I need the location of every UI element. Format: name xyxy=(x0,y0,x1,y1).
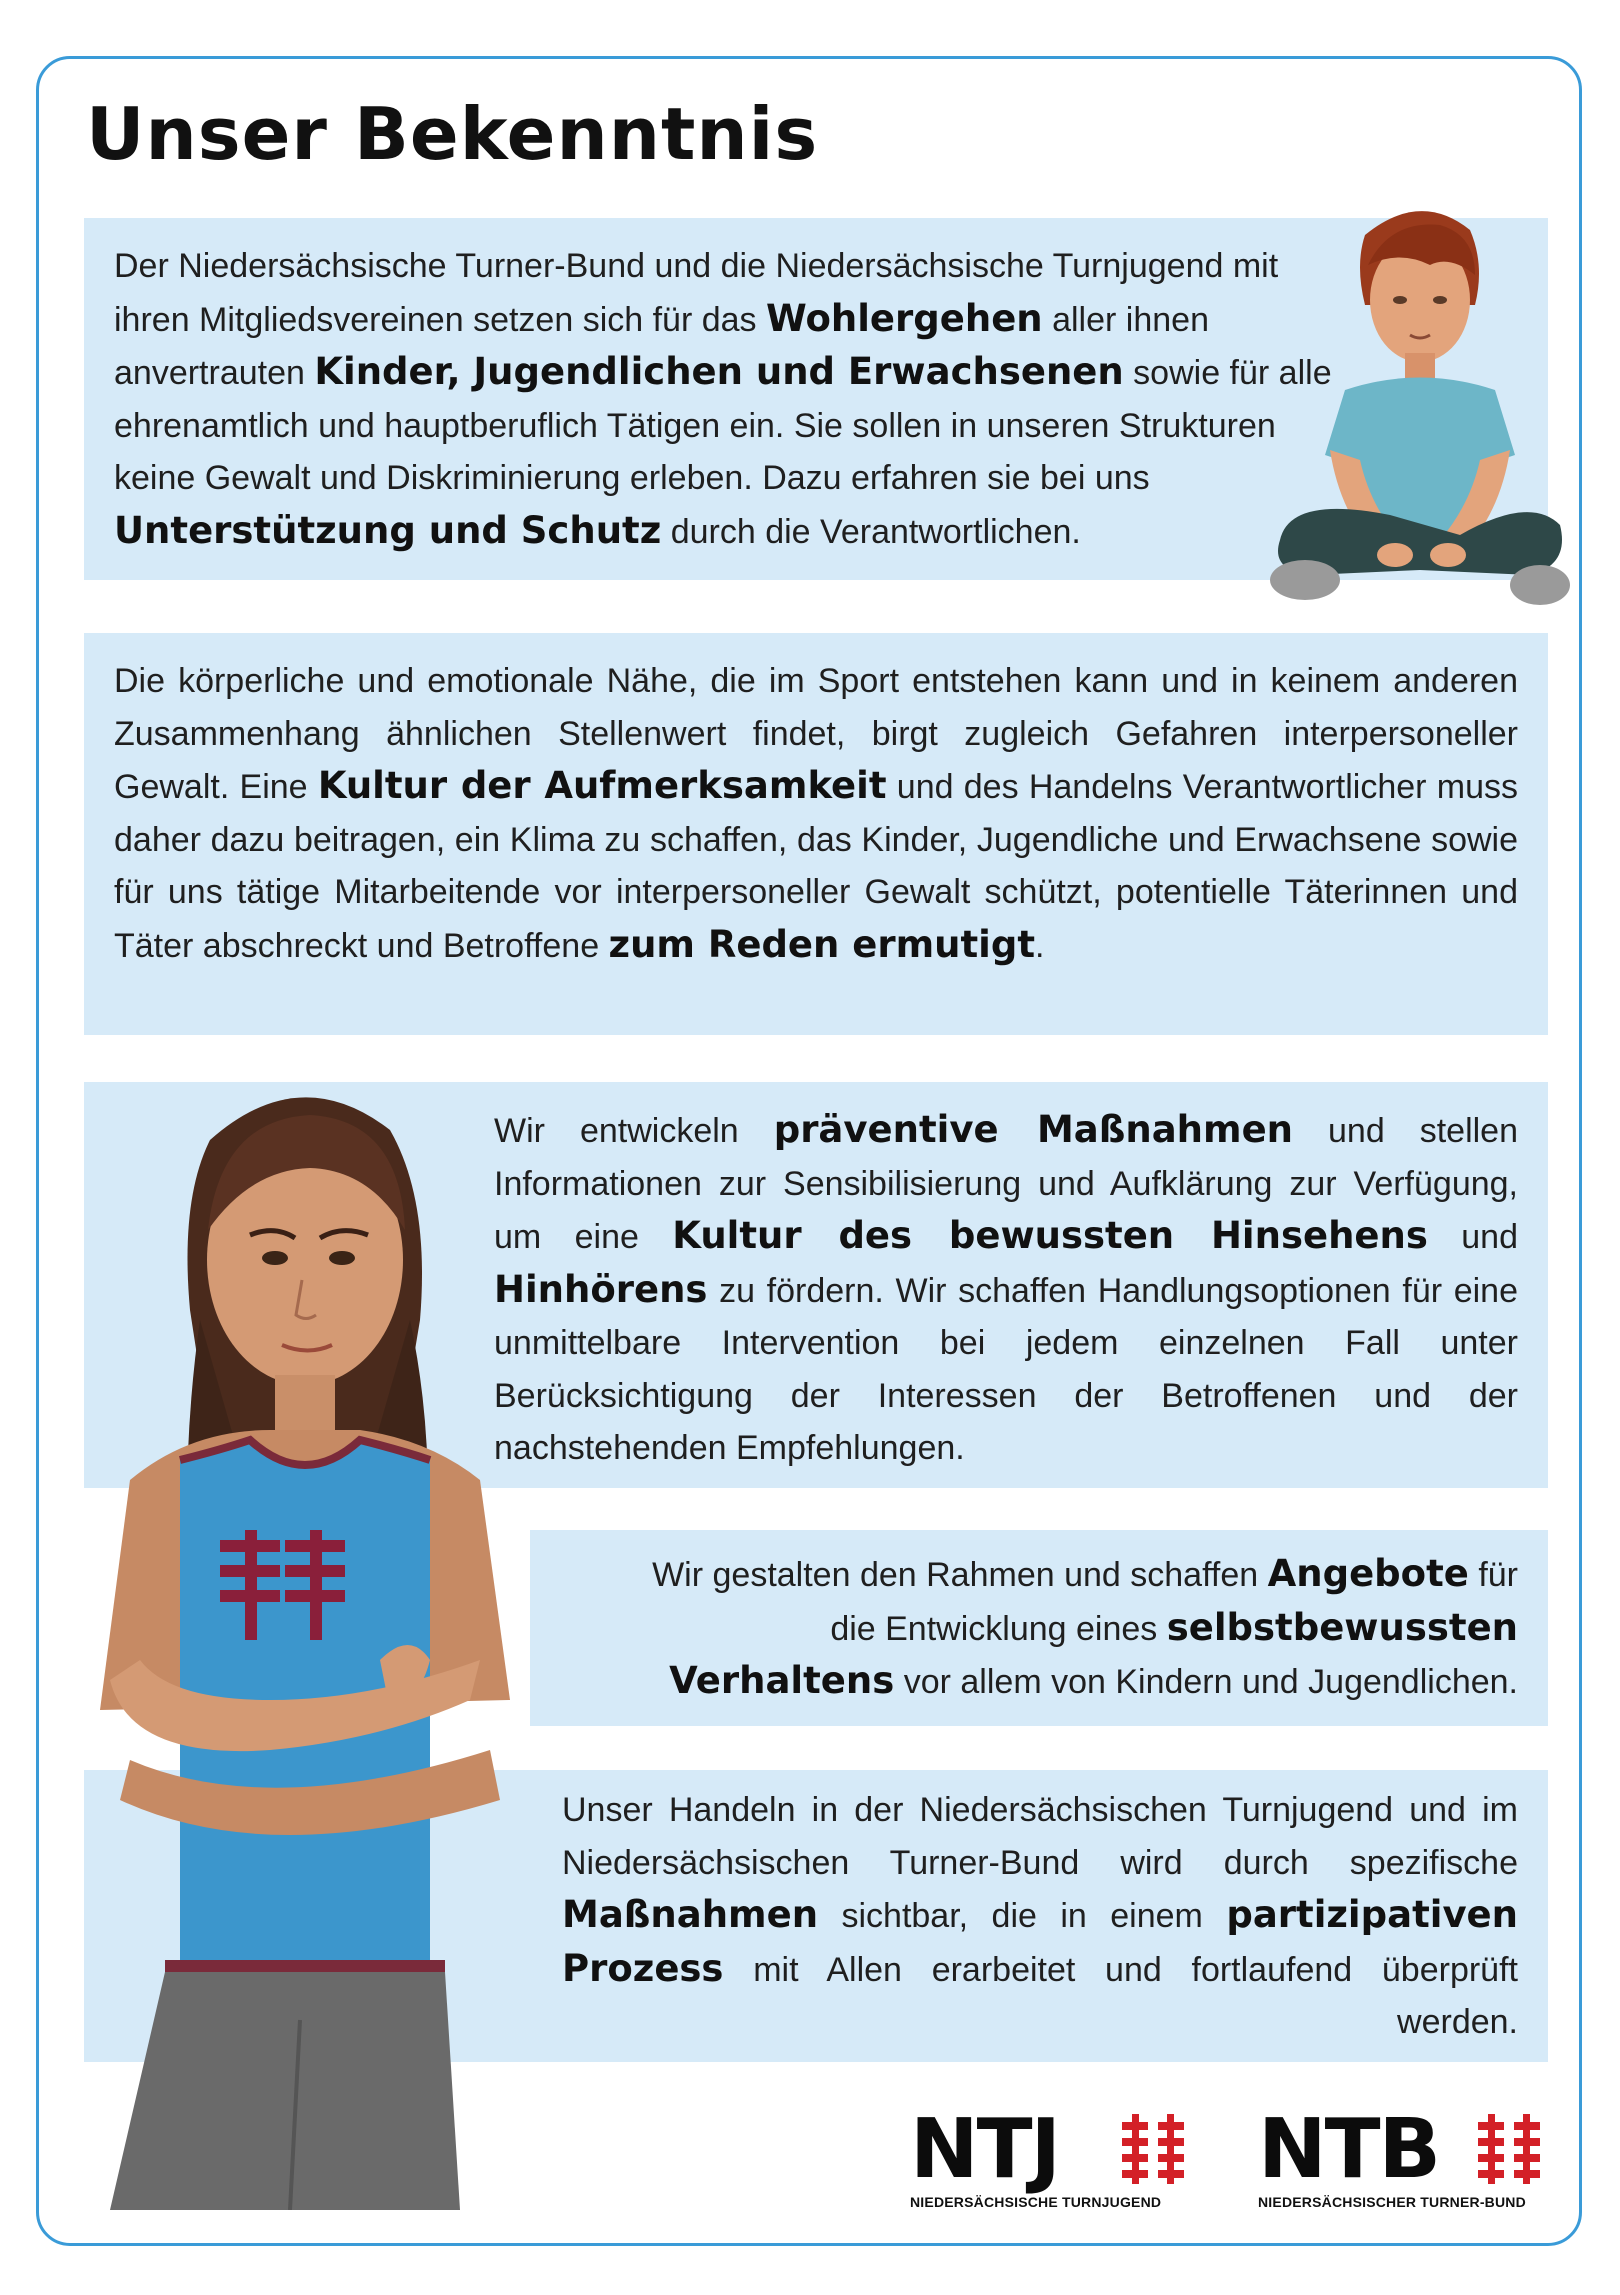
text-span: mit Allen erarbeitet und fortlaufend überprüft werden. xyxy=(723,1950,1518,2041)
text-span: Unser Handeln in der Niedersächsischen Turnjugend und im Niedersächsischen Turner-Bund wird durch spezifische xyxy=(562,1791,1518,1882)
commitment-box-4 xyxy=(530,1530,1548,1726)
ntj-logo xyxy=(910,2102,1162,2210)
highlight-praeventive-massnahmen: präventive Maßnahmen xyxy=(773,1108,1294,1151)
text-span: Wir entwickeln xyxy=(494,1112,774,1150)
text-span: Die körperliche und emotionale Nähe, die im Sport entstehen kann und in keinem anderen Zusammenhang ähnlichen Stellenwert findet, birgt zugleich Gefahren interpersoneller Gewalt. Eine xyxy=(114,662,1518,806)
text-span: sichtbar, die in einem xyxy=(818,1897,1227,1935)
ntj-logo-word: NTJ xyxy=(910,2102,1060,2197)
page-title: Unser Bekenntnis xyxy=(86,92,819,176)
ntb-logo xyxy=(1258,2102,1526,2210)
highlight-angebote: Angebote xyxy=(1267,1552,1469,1595)
highlight-unterstuetzung: Unterstützung und Schutz xyxy=(114,508,662,552)
girl-illustration xyxy=(70,1060,630,2210)
text-span: und stellen Informationen zur Sensibilisierung und Aufklärung zur Verfügung, um eine xyxy=(494,1112,1519,1256)
text-span: Der Niedersächsische Turner-Bund und die Niedersächsische Turnjugend mit ihren Mitgliedsvereinen setzen sich für das xyxy=(114,247,1279,339)
text-span: . xyxy=(1035,926,1045,965)
highlight-zum-reden: zum Reden ermutigt xyxy=(608,922,1036,966)
highlight-selbstbewussten-verhaltens: selbstbewussten Verhaltens xyxy=(669,1605,1518,1702)
turner-cross-icon xyxy=(1120,2114,1186,2184)
text-span: durch die Verantwortlichen. xyxy=(661,512,1081,551)
text-span: aller ihnen anvertrauten xyxy=(114,300,1209,392)
commitment-text-3 xyxy=(494,1104,1518,1475)
text-span: für die Entwicklung eines xyxy=(830,1556,1518,1648)
boy-illustration xyxy=(1270,195,1570,615)
text-span: sowie für alle ehrenamtlich und hauptberuflich Tätigen ein. Sie sollen in unseren Strukturen keine Gewalt und Diskriminierung erleben. Dazu erfahren sie bei uns xyxy=(114,354,1332,497)
text-span: Wir gestalten den Rahmen und schaffen xyxy=(652,1556,1268,1594)
text-span: vor allem von Kindern und Jugendlichen. xyxy=(894,1663,1518,1701)
text-span: zu fördern. Wir schaffen Handlungsoptionen für eine unmittelbare Intervention bei jedem einzelnen Fall unter Berücksichtigung der Interessen der Betroffenen und der nachstehenden Empfehlungen. xyxy=(494,1271,1518,1467)
commitment-text-5 xyxy=(562,1784,1518,2049)
commitment-text-1 xyxy=(114,240,1354,558)
commitment-text-4 xyxy=(610,1548,1518,1709)
highlight-massnahmen: Maßnahmen xyxy=(562,1893,819,1936)
highlight-hinhoerens: Hinhörens xyxy=(494,1267,708,1311)
highlight-kinder-jugendlichen: Kinder, Jugendlichen und Erwachsenen xyxy=(314,350,1124,393)
ntb-logo-word: NTB xyxy=(1258,2102,1440,2197)
turner-cross-icon xyxy=(1476,2114,1542,2184)
commitment-text-2 xyxy=(114,655,1518,972)
highlight-partizipativen-prozess: partizipativen Prozess xyxy=(562,1893,1518,1990)
ntj-logo-subtitle: NIEDERSÄCHSISCHE TURNJUGEND xyxy=(910,2194,1162,2210)
text-span: und xyxy=(1427,1218,1518,1256)
highlight-kultur-hinsehens: Kultur des bewussten Hinsehens xyxy=(672,1214,1428,1257)
commitment-box-2 xyxy=(84,633,1548,1035)
ntb-logo-subtitle: NIEDERSÄCHSISCHER TURNER-BUND xyxy=(1258,2194,1526,2210)
highlight-kultur-aufmerksamkeit: Kultur der Aufmerksamkeit xyxy=(317,764,887,807)
highlight-wohlergehen: Wohlergehen xyxy=(766,296,1043,340)
text-span: und des Handelns Verantwortlicher muss daher dazu beitragen, ein Klima zu schaffen, das Kinder, Jugendliche und Erwachsene sowie für uns tätige Mitarbeitende vor interpersoneller Gewalt schützt, potentielle Täterinnen und Täter abschreckt und Betroffene xyxy=(114,768,1518,965)
